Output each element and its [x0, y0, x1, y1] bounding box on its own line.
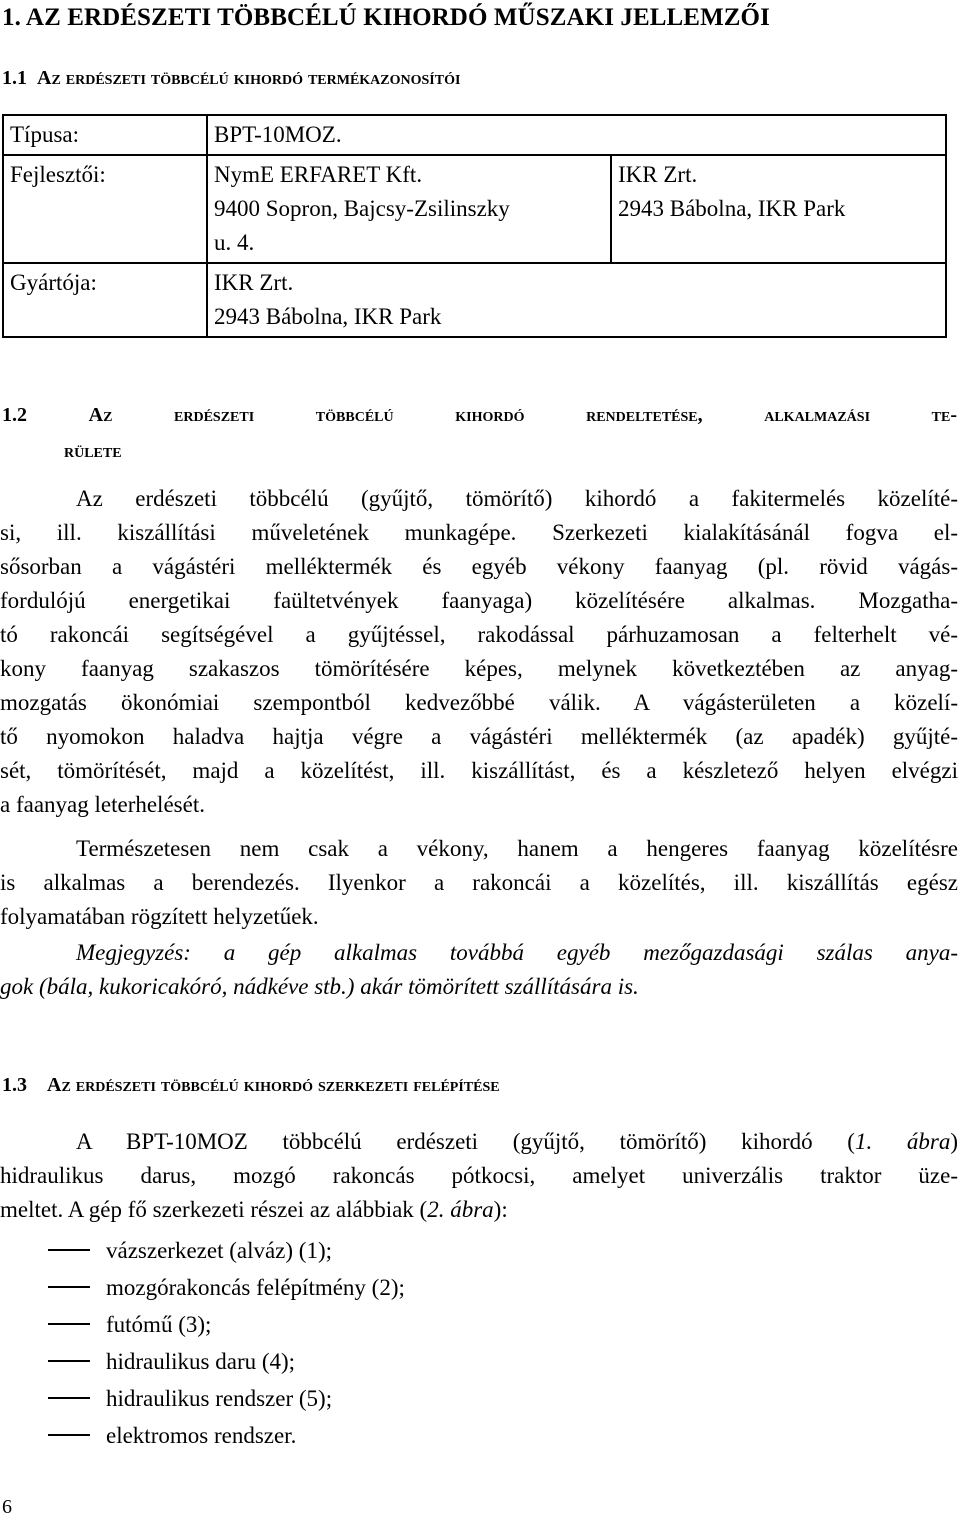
list-item-text: elektromos rendszer.: [106, 1423, 297, 1448]
text-span: A BPT-10MOZ többcélú erdészeti (gyűjtő, tömörítő) kihordó (: [76, 1129, 855, 1154]
table-cell-value: BPT-10MOZ.: [207, 115, 946, 155]
table-row: [3, 115, 946, 155]
text-span: ): [950, 1129, 958, 1154]
chapter-heading: 1. AZ ERDÉSZETI TÖBBCÉLÚ KIHORDÓ MŰSZAKI JELLEMZŐI: [2, 4, 770, 31]
developer-1-address: 9400 Sopron, Bajcsy-Zsilinszky: [214, 196, 510, 221]
developer-2-address: 2943 Bábolna, IKR Park: [618, 196, 846, 221]
section-number: 1.3: [2, 1074, 27, 1096]
text-line: Az erdészeti többcélú (gyűjtő, tömörítő) kihordó a fakitermelés közelíté-: [76, 486, 958, 511]
manufacturer-name: IKR Zrt.: [214, 270, 294, 295]
text-line: mozgatás ökonómiai szempontból kedvezőbbé válik. A vágásterületen a közelí-: [0, 690, 958, 715]
text-line: kony faanyag szakaszos tömörítésére képes, melynek következtében az anyag-: [0, 656, 958, 681]
figure-reference: 2. ábra: [427, 1197, 494, 1222]
developer-1-address-cont: u. 4.: [214, 230, 255, 255]
table-cell-developer-1: [207, 155, 611, 263]
text-line: hidraulikus darus, mozgó rakoncás pótkocsi, amelyet univerzális traktor üze-: [0, 1163, 958, 1188]
table-cell-developer-2: [611, 155, 946, 263]
dash-bullet-icon: [48, 1249, 90, 1251]
table-cell-label: Fejlesztői:: [3, 155, 207, 263]
text-line: gok (bála, kukoricakóró, nádkéve stb.) akár tömörített szállítására is.: [0, 974, 639, 999]
table-cell-label: Típusa:: [3, 115, 207, 155]
section-title: Az erdészeti többcélú kihordó termékazonosítói: [37, 67, 461, 89]
note-paragraph: [0, 936, 958, 1004]
list-item-text: hidraulikus rendszer (5);: [106, 1386, 333, 1411]
paragraph-usage: [0, 832, 958, 934]
section-title-line-1: Az erdészeti többcélú kihordó rendeltetése, alkalmazási te-: [88, 404, 957, 426]
section-number: 1.1: [2, 67, 27, 89]
list-item-text: futómű (3);: [106, 1312, 212, 1337]
section-1-2-heading: [2, 397, 957, 469]
section-title-line-2: rülete: [64, 440, 122, 462]
text-line: is alkalmas a berendezés. Ilyenkor a rakoncái a közelítés, ill. kiszállítás egész: [0, 870, 958, 895]
section-title: Az erdészeti többcélú kihordó szerkezeti felépítése: [47, 1074, 500, 1096]
text-line: Természetesen nem csak a vékony, hanem a hengeres faanyag közelítésre: [76, 836, 958, 861]
text-span: ):: [493, 1197, 508, 1222]
paragraph-structure: [0, 1125, 958, 1227]
table-row: [3, 155, 946, 263]
section-number: 1.2: [2, 404, 27, 426]
section-1-3-heading: [2, 1074, 500, 1097]
text-line: a faanyag leterhelését.: [0, 792, 205, 817]
product-identifier-table: [2, 114, 947, 338]
list-item-text: mozgórakoncás felépítmény (2);: [106, 1275, 405, 1300]
text-span: meltet. A gép fő szerkezeti részei az alábbiak (: [0, 1197, 428, 1222]
text-line: folyamatában rögzített helyzetűek.: [0, 904, 319, 929]
text-line: [0, 1193, 958, 1227]
text-line: fordulójú energetikai faültetvények faanyaga) közelítésére alkalmas. Mozgatha-: [0, 588, 958, 613]
list-item-text: hidraulikus daru (4);: [106, 1349, 296, 1374]
developer-2-name: IKR Zrt.: [618, 162, 698, 187]
developer-1-name: NymE ERFARET Kft.: [214, 162, 423, 187]
text-line: sősorban a vágástéri melléktermék és egyéb vékony faanyag (pl. rövid vágás-: [0, 554, 958, 579]
dash-bullet-icon: [48, 1397, 90, 1399]
text-line: [0, 1125, 958, 1159]
paragraph-purpose: [0, 482, 958, 822]
dash-bullet-icon: [48, 1360, 90, 1362]
dash-bullet-icon: [48, 1323, 90, 1325]
text-line: si, ill. kiszállítási műveletének munkagépe. Szerkezeti kialakításánál fogva el-: [0, 520, 958, 545]
text-line: tó rakoncái segítségével a gyűjtéssel, rakodással párhuzamosan a felterhelt vé-: [0, 622, 958, 647]
text-line: tő nyomokon haladva hajtja végre a vágástéri melléktermék (az apadék) gyűjté-: [0, 724, 958, 749]
table-row: [3, 263, 946, 337]
page-number: 6: [2, 1496, 12, 1518]
dash-bullet-icon: [48, 1434, 90, 1436]
list-item-text: vázszerkezet (alváz) (1);: [106, 1238, 333, 1263]
manufacturer-address: 2943 Bábolna, IKR Park: [214, 304, 442, 329]
table-cell-label: Gyártója:: [3, 263, 207, 337]
text-line: sét, tömörítését, majd a közelítést, ill. kiszállítást, és a készletező helyen elvégzi: [0, 758, 958, 783]
section-1-1-heading: [2, 67, 460, 90]
table-cell-manufacturer: [207, 263, 946, 337]
dash-bullet-icon: [48, 1286, 90, 1288]
figure-reference: 1. ábra: [854, 1129, 951, 1154]
text-line: Megjegyzés: a gép alkalmas továbbá egyéb mezőgazdasági szálas anya-: [76, 940, 958, 965]
